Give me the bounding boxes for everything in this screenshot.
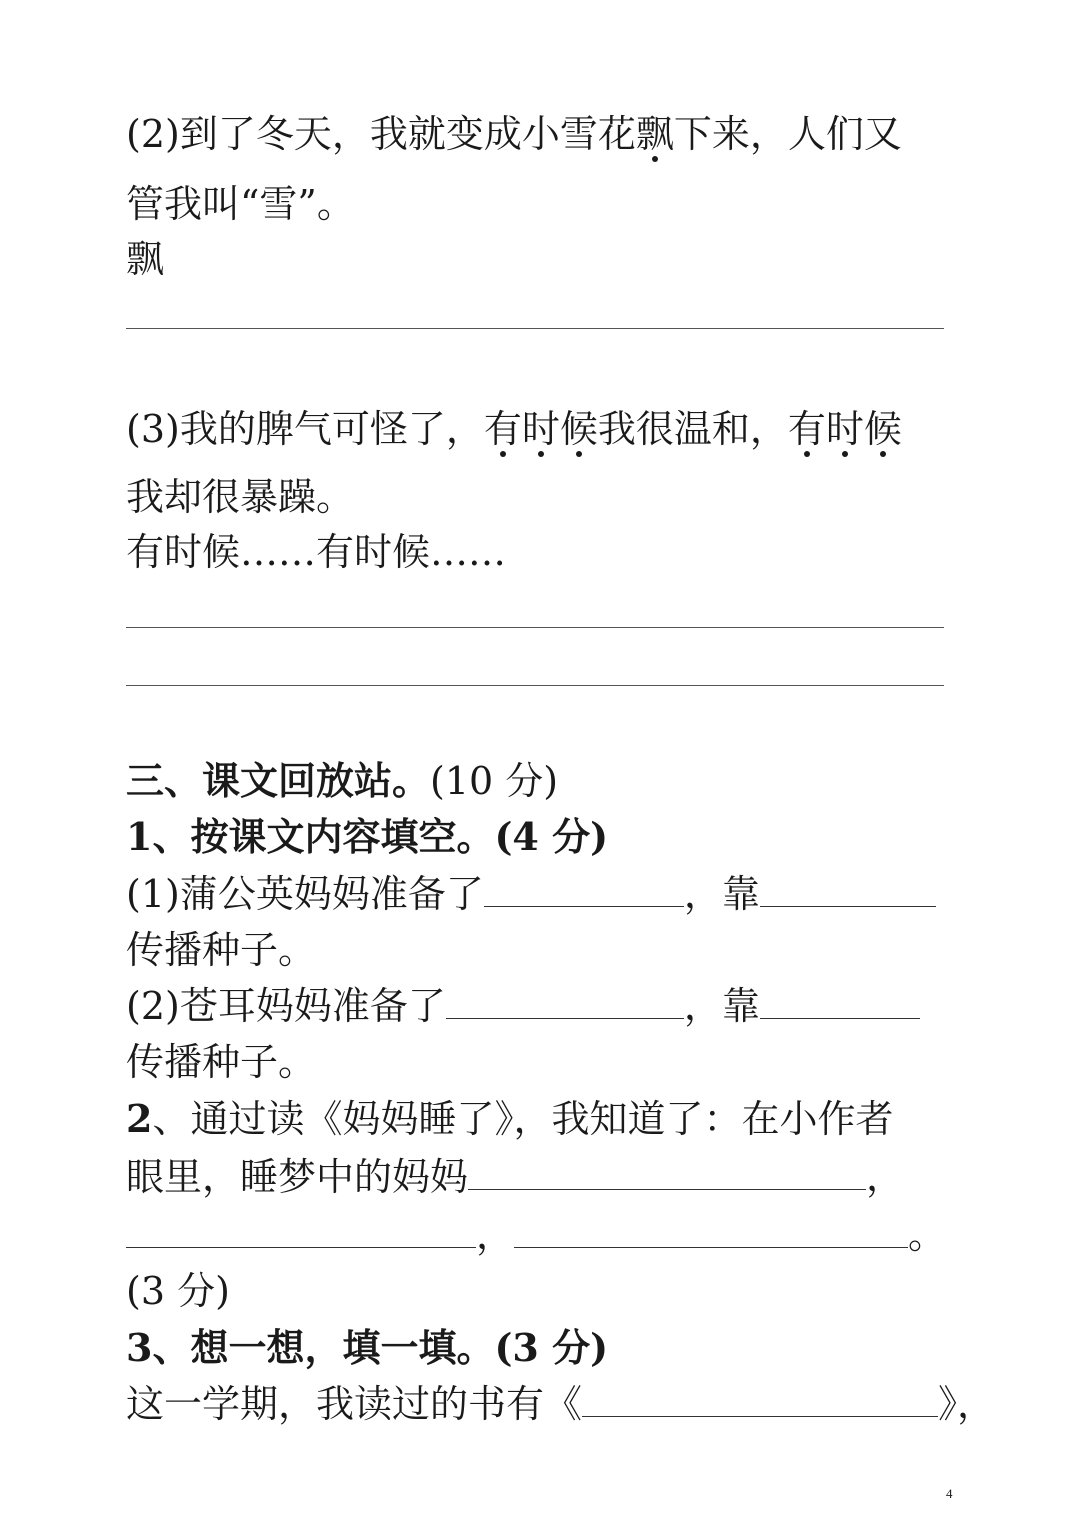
dotted-char: 时 — [825, 407, 864, 451]
item1-p1-line2: 传播种子。 — [126, 928, 317, 972]
dotted-char: 飘 — [635, 112, 674, 156]
page-number: 4 — [946, 1486, 953, 1501]
fill-blank[interactable] — [582, 1386, 938, 1417]
answer-line[interactable] — [126, 328, 944, 329]
q3-sentence-line1: (3)我的脾气可怪了，有时候我很温和，有时候 — [126, 407, 902, 451]
item2-line2: 眼里，睡梦中的妈妈 ， — [126, 1155, 905, 1199]
q2-word-prompt: 飘 — [126, 237, 165, 281]
dotted-char: 候 — [863, 407, 902, 451]
fill-blank[interactable] — [484, 876, 684, 907]
item2-line1: 2、通过读《妈妈睡了》，我知道了：在小作者 — [126, 1096, 894, 1141]
fill-blank[interactable] — [514, 1217, 908, 1248]
fill-blank[interactable] — [446, 988, 684, 1019]
q3-sentence-line2: 我却很暴躁。 — [126, 475, 355, 519]
item3-title: 3、想一想，填一填。(3 分) — [126, 1325, 609, 1370]
fill-blank[interactable] — [760, 876, 936, 907]
fill-blank[interactable] — [126, 1217, 476, 1248]
fill-blank[interactable] — [468, 1159, 866, 1190]
item1-p2-line1: (2)苍耳妈妈准备了 ，靠 — [126, 987, 920, 1025]
q2-sentence-line1: (2)到了冬天，我就变成小雪花飘下来，人们又 — [126, 112, 902, 156]
item1-p1-line1: (1)蒲公英妈妈准备了 ，靠 — [126, 875, 936, 913]
item1-title: 1、按课文内容填空。(4 分) — [126, 814, 609, 859]
dotted-char: 有 — [787, 407, 826, 451]
q3-word-prompt: 有时候……有时候…… — [126, 530, 507, 574]
item3-line: 这一学期，我读过的书有《 》， — [126, 1382, 996, 1426]
item1-p2-line2: 传播种子。 — [126, 1040, 317, 1084]
item2-score: (3 分) — [126, 1269, 230, 1313]
section-title: 三、课文回放站。(10 分) — [126, 758, 559, 803]
answer-line[interactable] — [126, 627, 944, 628]
item2-line3: ， 。 — [126, 1216, 946, 1254]
dotted-char: 候 — [559, 407, 598, 451]
answer-line[interactable] — [126, 685, 944, 686]
fill-blank[interactable] — [760, 988, 920, 1019]
q2-sentence-line2: 管我叫“雪”。 — [126, 182, 355, 226]
dotted-char: 时 — [521, 407, 560, 451]
dotted-char: 有 — [483, 407, 522, 451]
